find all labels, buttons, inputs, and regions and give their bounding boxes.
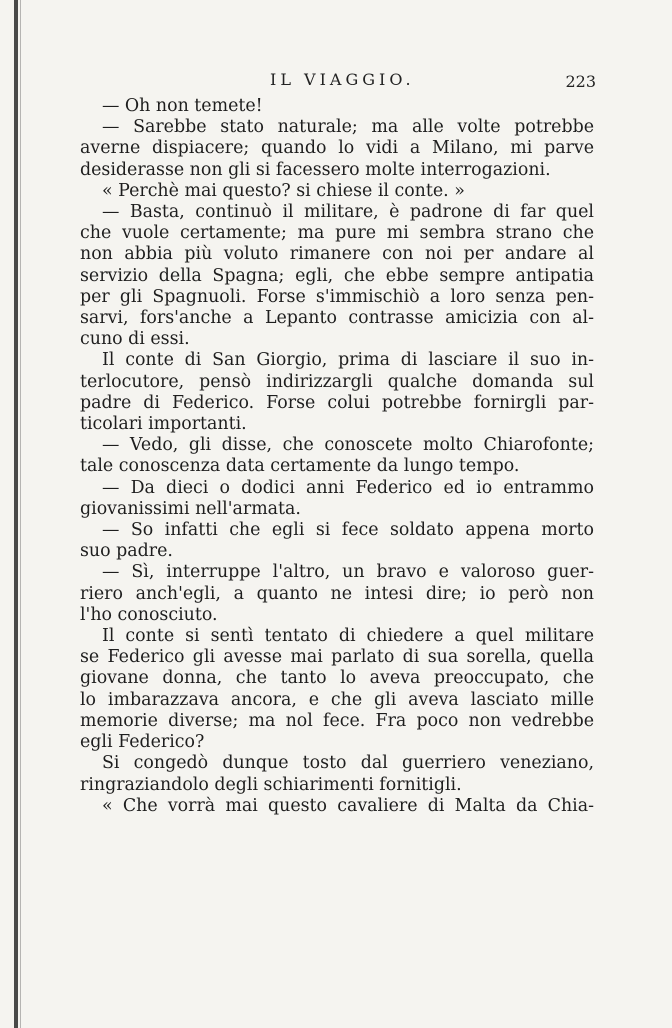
- text-line: giovane donna, che tanto lo aveva preoccupato, che: [80, 668, 594, 689]
- text-line: egli Federico?: [80, 732, 205, 753]
- text-line: terlocutore, pensò indirizzargli qualche domanda sul: [80, 371, 594, 392]
- text-line: — Vedo, gli disse, che conoscete molto Chiarofonte;: [102, 435, 594, 456]
- text-line: averne dispiacere; quando lo vidi a Milano, mi parve: [80, 138, 594, 159]
- running-title: IL VIAGGIO.: [270, 70, 415, 89]
- text-line: padre di Federico. Forse colui potrebbe fornirgli par-: [80, 392, 594, 413]
- text-line: Il conte di San Giorgio, prima di lasciare il suo in-: [102, 350, 594, 371]
- text-line: memorie diverse; ma nol fece. Fra poco non vedrebbe: [80, 710, 594, 731]
- text-line: desiderasse non gli si facessero molte interrogazioni.: [80, 159, 551, 180]
- text-line: ticolari importanti.: [80, 414, 247, 435]
- text-line: che vuole certamente; ma pure mi sembra strano che: [80, 223, 594, 244]
- text-line: — Sarebbe stato naturale; ma alle volte potrebbe: [102, 117, 594, 138]
- body-text: [80, 96, 594, 817]
- text-line: — So infatti che egli si fece soldato appena morto: [102, 520, 594, 541]
- page-header: [80, 70, 596, 96]
- text-line: Si congedò dunque tosto dal guerriero veneziano,: [102, 753, 594, 774]
- text-line: sarvi, fors'anche a Lepanto contrasse amicizia con al-: [80, 308, 594, 329]
- text-line: suo padre.: [80, 541, 173, 562]
- text-line: — Da dieci o dodici anni Federico ed io entrammo: [102, 477, 594, 498]
- text-line: servizio della Spagna; egli, che ebbe sempre antipatia: [80, 265, 594, 286]
- text-line: lo imbarazzava ancora, e che gli aveva lasciato mille: [80, 689, 594, 710]
- text-line: « Perchè mai questo? si chiese il conte. »: [102, 180, 465, 201]
- text-line: Il conte si sentì tentato di chiedere a quel militare: [102, 626, 594, 647]
- text-line: tale conoscenza data certamente da lungo tempo.: [80, 456, 520, 477]
- text-line: — Sì, interruppe l'altro, un bravo e valoroso guer-: [102, 562, 594, 583]
- text-line: « Che vorrà mai questo cavaliere di Malta da Chia-: [102, 795, 594, 816]
- page-number: 223: [565, 72, 596, 91]
- text-line: — Oh non temete!: [102, 96, 263, 116]
- binding-edge-shadow: [14, 0, 18, 1028]
- text-line: riero anch'egli, a quanto ne intesi dire; io però non: [80, 583, 594, 604]
- text-line: per gli Spagnuoli. Forse s'immischiò a loro senza pen-: [80, 286, 594, 307]
- text-line: se Federico gli avesse mai parlato di sua sorella, quella: [80, 647, 594, 668]
- text-line: — Basta, continuò il militare, è padrone di far quel: [102, 202, 594, 223]
- text-line: non abbia più voluto rimanere con noi per andare al: [80, 244, 594, 265]
- text-line: l'ho conosciuto.: [80, 604, 218, 625]
- binding-edge-line: [20, 0, 21, 1028]
- text-line: ringraziandolo degli schiarimenti fornitigli.: [80, 774, 462, 795]
- text-line: giovanissimi nell'armata.: [80, 498, 301, 519]
- text-line: cuno di essi.: [80, 329, 190, 350]
